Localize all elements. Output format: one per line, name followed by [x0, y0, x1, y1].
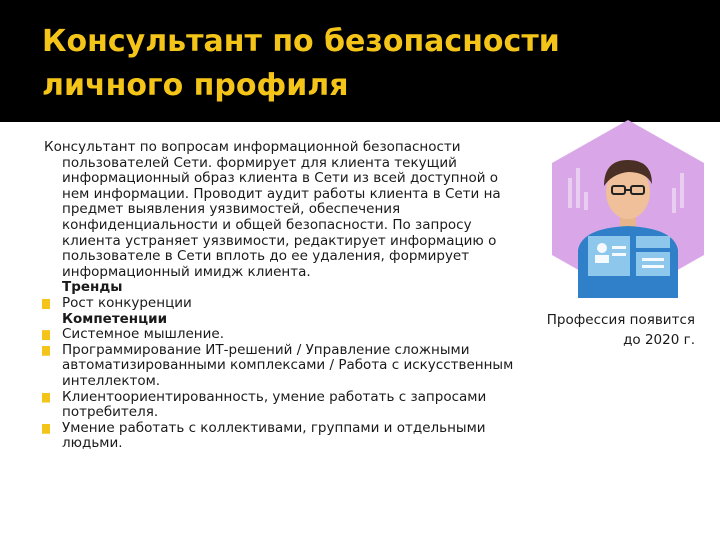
- competency-line: потребителя.: [62, 404, 159, 421]
- profession-note: [520, 310, 695, 350]
- trend-item-text: Рост конкуренции: [62, 294, 192, 311]
- intro-line: клиента устраняет уязвимости, редактирует информацию о: [62, 232, 497, 249]
- square-bullet-icon: [42, 424, 50, 434]
- security-consultant-avatar-icon: [548, 118, 708, 300]
- competency-line: интеллектом.: [62, 372, 161, 389]
- square-bullet-icon: [42, 393, 50, 403]
- intro-line: Консультант по вопросам информационной безопасности: [44, 139, 461, 155]
- competency-line: автоматизированными комплексами / Работа с искусственным: [62, 357, 514, 374]
- profession-note-line-2: до 2020 г.: [623, 332, 695, 348]
- trend-item: [40, 296, 560, 312]
- title-line-2: личного профиля: [42, 68, 349, 103]
- intro-line: конфиденциальности и общей безопасности. По запросу: [62, 216, 472, 233]
- intro-line: предмет выявления уязвимостей, обеспечения: [62, 201, 401, 218]
- competency-item: [40, 421, 560, 452]
- competency-item: [40, 343, 560, 390]
- square-bullet-icon: [42, 330, 50, 340]
- competency-line: людьми.: [62, 435, 123, 452]
- trends-heading: Тренды: [62, 279, 123, 296]
- profession-note-line-1: Профессия появится: [546, 312, 695, 328]
- competency-item: [40, 390, 560, 421]
- intro-line: информационный образ клиента в Сети из всей доступной о: [62, 170, 499, 187]
- title-line-1: Консультант по безопасности: [42, 24, 560, 59]
- competencies-heading: Компетенции: [62, 310, 168, 327]
- square-bullet-icon: [42, 299, 50, 309]
- square-bullet-icon: [42, 346, 50, 356]
- intro-line: пользователе в Сети вплоть до ее удаления, формирует: [62, 248, 470, 265]
- competency-line: Программирование ИТ-решений / Управление сложными: [62, 341, 470, 358]
- competency-line: Клиентоориентированность, умение работать с запросами: [62, 388, 487, 405]
- slide-title: [42, 20, 602, 108]
- intro-line: пользователей Сети. формирует для клиента текущий: [62, 154, 457, 171]
- avatar-illustration: [548, 118, 708, 300]
- slide-body: [40, 140, 560, 452]
- competency-line: Системное мышление.: [62, 326, 224, 343]
- intro-line: нем информации. Проводит аудит работы клиента в Сети на: [62, 185, 501, 202]
- competency-line: Умение работать с коллективами, группами и отдельными: [62, 419, 486, 436]
- intro-paragraph: [40, 140, 560, 280]
- competency-item: [40, 327, 560, 343]
- intro-line: информационный имидж клиента.: [62, 263, 311, 280]
- data-panel: [636, 252, 670, 276]
- data-panel: [636, 236, 670, 248]
